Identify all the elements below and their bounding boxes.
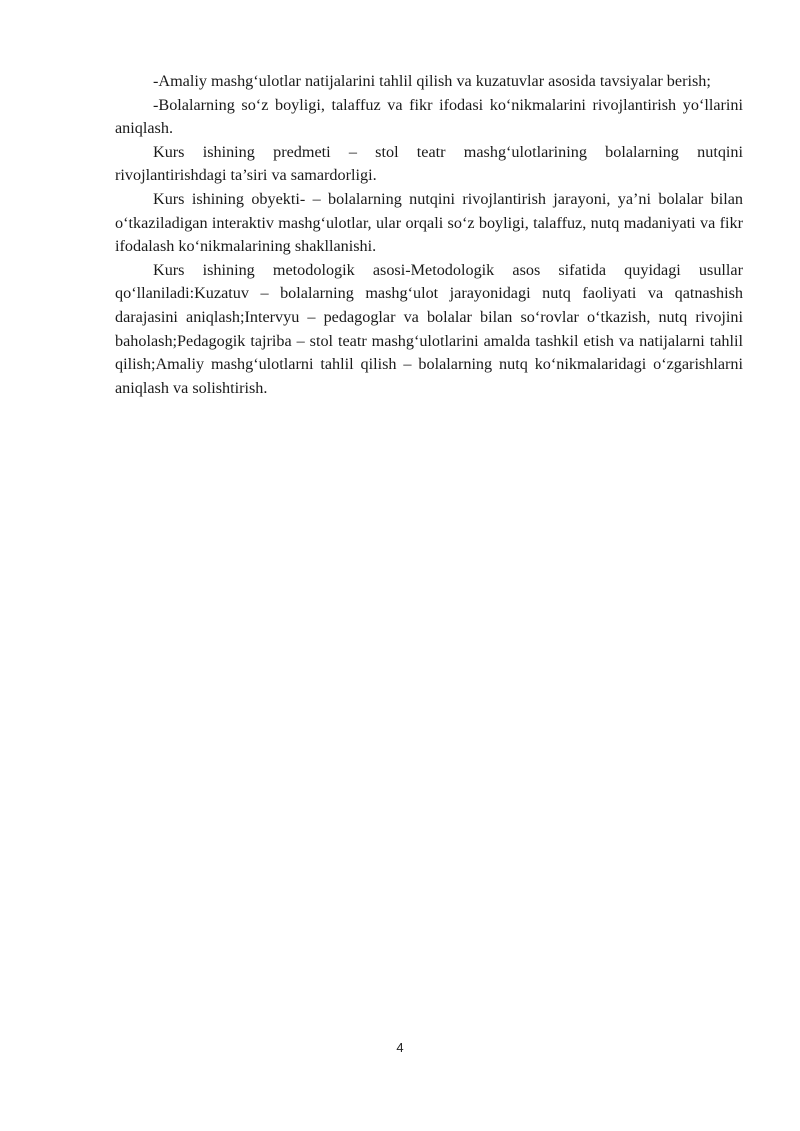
document-body [115, 70, 743, 400]
paragraph-recommendations: -Amaliy mashg‘ulotlar natijalarini tahlil qilish va kuzatuvlar asosida tavsiyalar berish; [153, 72, 711, 90]
paragraph-vocabulary-goals: -Bolalarning so‘z boyligi, talaffuz va fikr ifodasi ko‘nikmalarini rivojlantirish yo‘llarini aniqlash. [115, 95, 743, 138]
paragraph-object: Kurs ishining obyekti- – bolalarning nutqini rivojlantirish jarayoni, ya’ni bolalar bilan o‘tkaziladigan interaktiv mashg‘ulotlar, ular orqali so‘z boyligi, talaffuz, nutq madaniyati va fikr ifodalash ko‘nikmalarining shakllanishi. [115, 189, 743, 256]
page-number: 4 [396, 1040, 404, 1055]
paragraph-methodology: Kurs ishining metodologik asosi-Metodologik asos sifatida quyidagi usullar qo‘llaniladi:Kuzatuv – bolalarning mashg‘ulot jarayonidagi nutq faoliyati va qatnashish darajasini aniqlash;Intervyu – pedagoglar va bolalar bilan so‘rovlar o‘tkazish, nutq rivojini baholash;Pedagogik tajriba – stol teatr mashg‘ulotlarini amalda tashkil etish va natijalarni tahlil qilish;Amaliy mashg‘ulotlarni tahlil qilish – bolalarning nutq ko‘nikmalaridagi o‘zgarishlarni aniqlash va solishtirish. [115, 260, 743, 397]
paragraph-subject: Kurs ishining predmeti – stol teatr mashg‘ulotlarining bolalarning nutqini rivojlantirishdagi ta’siri va samardorligi. [115, 142, 743, 185]
